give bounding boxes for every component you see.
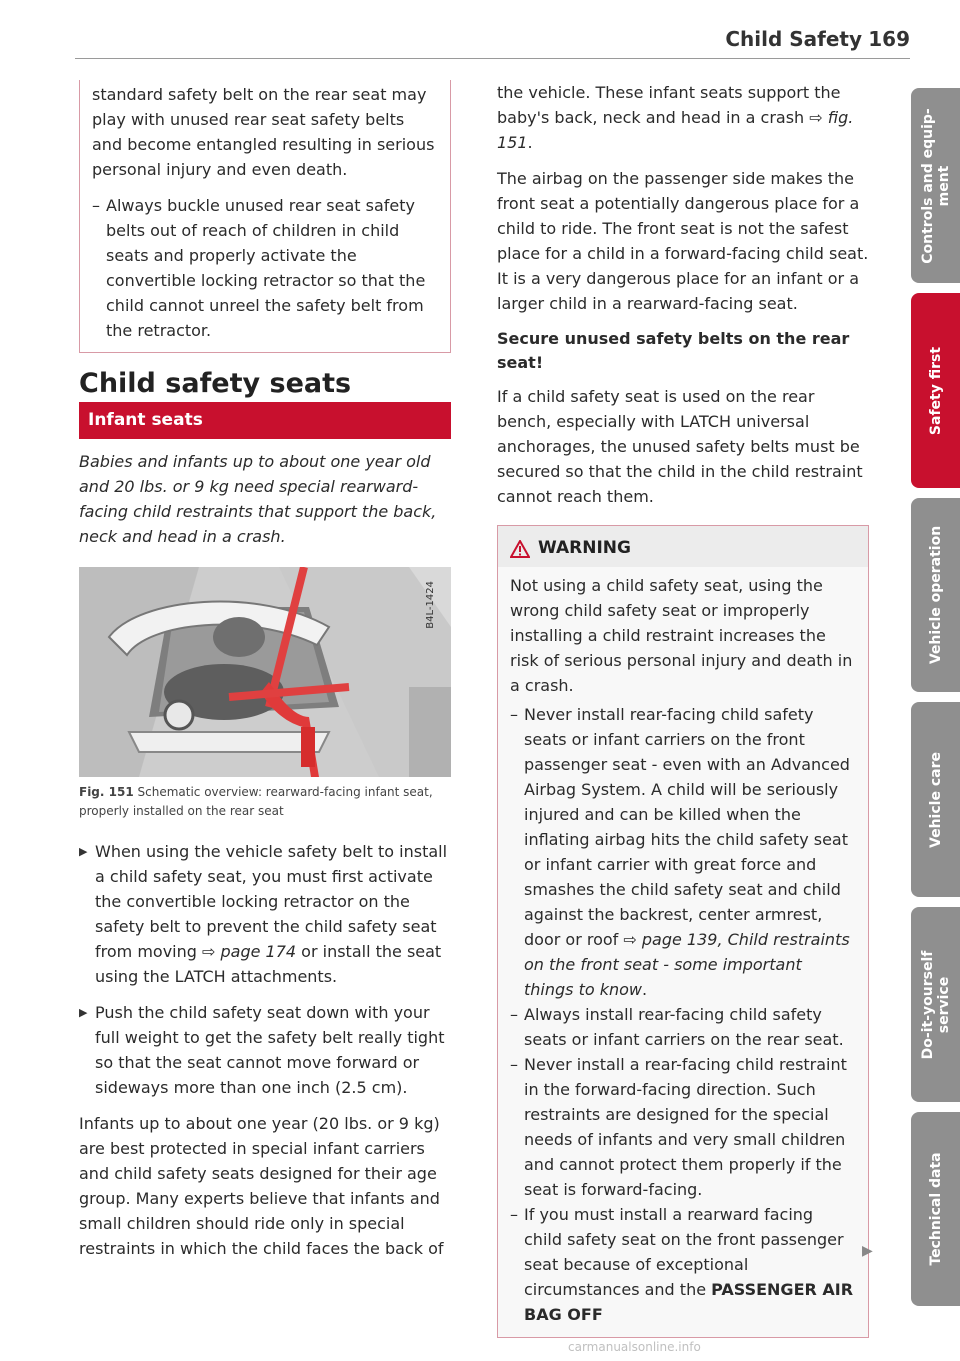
page-number: 169	[868, 27, 910, 51]
instruction-step-1: ▶ When using the vehicle safety belt to install a child safety seat, you must first activate the convertible locking retractor on the safety belt to prevent the child safety seat from moving ⇨ page 174 or install the seat using the LATCH attachments.	[79, 839, 451, 989]
warning-continuation	[79, 80, 451, 353]
right-column	[497, 80, 869, 1338]
triangle-bullet-icon: ▶	[79, 1006, 88, 1019]
watermark-url: carmanualsonline.info	[568, 1340, 701, 1354]
warning-box	[497, 525, 869, 1338]
tab-technical-data[interactable]: Technical data	[911, 1112, 960, 1306]
triangle-bullet-icon: ▶	[79, 845, 88, 858]
warning-continuation-text: standard safety belt on the rear seat may play with unused rear seat safety belts and become entangled resulting in serious personal injury and even death.	[92, 85, 435, 179]
figure-code: B4L-1424	[425, 581, 436, 629]
instruction-step-2: ▶ Push the child safety seat down with your full weight to get the safety belt really tight so that the seat cannot move forward or sideways more than one inch (2.5 cm).	[79, 1000, 451, 1100]
tab-vehicle-care[interactable]: Vehicle care	[911, 702, 960, 897]
page-link-174[interactable]: ⇨ page 174	[202, 942, 297, 961]
figure-label: Fig. 151	[79, 785, 134, 799]
tab-do-it-yourself-service[interactable]: Do-it-yourself service	[911, 907, 960, 1102]
section-title: Child safety seats	[79, 368, 352, 399]
header-section-title: Child Safety	[725, 27, 862, 51]
page-header	[75, 18, 910, 59]
warning-item-4: – If you must install a rearward facing child safety seat on the front passenger seat because of exceptional circumstances and the PASSENGER AIR BAG OFF	[510, 1205, 854, 1324]
warning-item-2: – Always install rear-facing child safety seats or infant carriers on the rear seat.	[510, 1005, 844, 1049]
body-paragraph-1: the vehicle. These infant seats support the baby's back, neck and head in a crash ⇨ fig. 151.	[497, 83, 854, 152]
figure-caption-text: Schematic overview: rearward-facing infant seat, properly installed on the rear seat	[79, 785, 433, 818]
body-paragraph: Infants up to about one year (20 lbs. or 9 kg) are best protected in special infant carriers and child safety seats designed for their age group. Many experts believe that infants and small children should ride only in special restraints in which the child faces the back of	[79, 1114, 444, 1258]
figure-infant-seat	[79, 567, 451, 777]
tab-safety-first[interactable]: Safety first	[911, 293, 960, 488]
warning-body	[498, 567, 868, 1337]
tab-controls-and-equipment[interactable]: Controls and equip- ment	[911, 88, 960, 283]
warning-list-item: – Always buckle unused rear seat safety belts out of reach of children in child seats and properly activate the convertible locking retractor so that the child cannot unreel the safety belt from the retractor.	[92, 196, 426, 340]
subsection-bar	[79, 402, 451, 439]
warning-title: WARNING	[538, 538, 631, 558]
passenger-airbag-off-label: PASSENGER AIR BAG OFF	[524, 1280, 854, 1324]
continued-arrow-icon: ▶	[862, 1243, 873, 1259]
warning-header	[498, 526, 868, 567]
subheading: Secure unused safety belts on the rear seat!	[497, 329, 850, 372]
left-column	[79, 80, 451, 1272]
page-link-139[interactable]: ⇨ page 139, Child restraints on the front seat - some important things to know	[524, 930, 850, 999]
infant-seat-illustration	[79, 567, 451, 777]
tab-vehicle-operation[interactable]: Vehicle operation	[911, 498, 960, 692]
figure-caption	[79, 783, 451, 821]
warning-intro: Not using a child safety seat, using the wrong child safety seat or improperly installing a child restraint increases the risk of serious personal injury and death in a crash.	[510, 576, 853, 695]
figure-link-151[interactable]: ⇨ fig. 151	[497, 108, 854, 152]
body-paragraph-2: The airbag on the passenger side makes the front seat a potentially dangerous place for a child to ride. The front seat is not the safest place for a child in a forward-facing child seat. It is a very dangerous place for an infant or a larger child in a rearward-facing seat.	[497, 169, 869, 313]
warning-item-1: – Never install rear-facing child safety seats or infant carriers on the front passenger seat - even with an Advanced Airbag System. A child will be seriously injured and can be killed when the inflating airbag hits the child safety seat or infant carrier with great force and smashes the child safety seat and child against the backrest, center armrest, door or roof ⇨ page 139, Child restraints on the front seat - some important things to know.	[510, 705, 850, 999]
warning-triangle-icon	[510, 540, 530, 558]
body-paragraph-3: If a child safety seat is used on the rear bench, especially with LATCH universal anchorages, the unused safety belts must be secured so that the child in the child restraint cannot reach them.	[497, 387, 863, 506]
lead-paragraph: Babies and infants up to about one year old and 20 lbs. or 9 kg need special rearward-facing child restraints that support the back, neck and head in a crash.	[79, 452, 437, 546]
subsection-title: Infant seats	[88, 410, 203, 430]
warning-item-3: – Never install a rear-facing child restraint in the forward-facing direction. Such restraints are designed for the special needs of infants and very small children and cannot protect them properly if the seat is forward-facing.	[510, 1055, 847, 1199]
